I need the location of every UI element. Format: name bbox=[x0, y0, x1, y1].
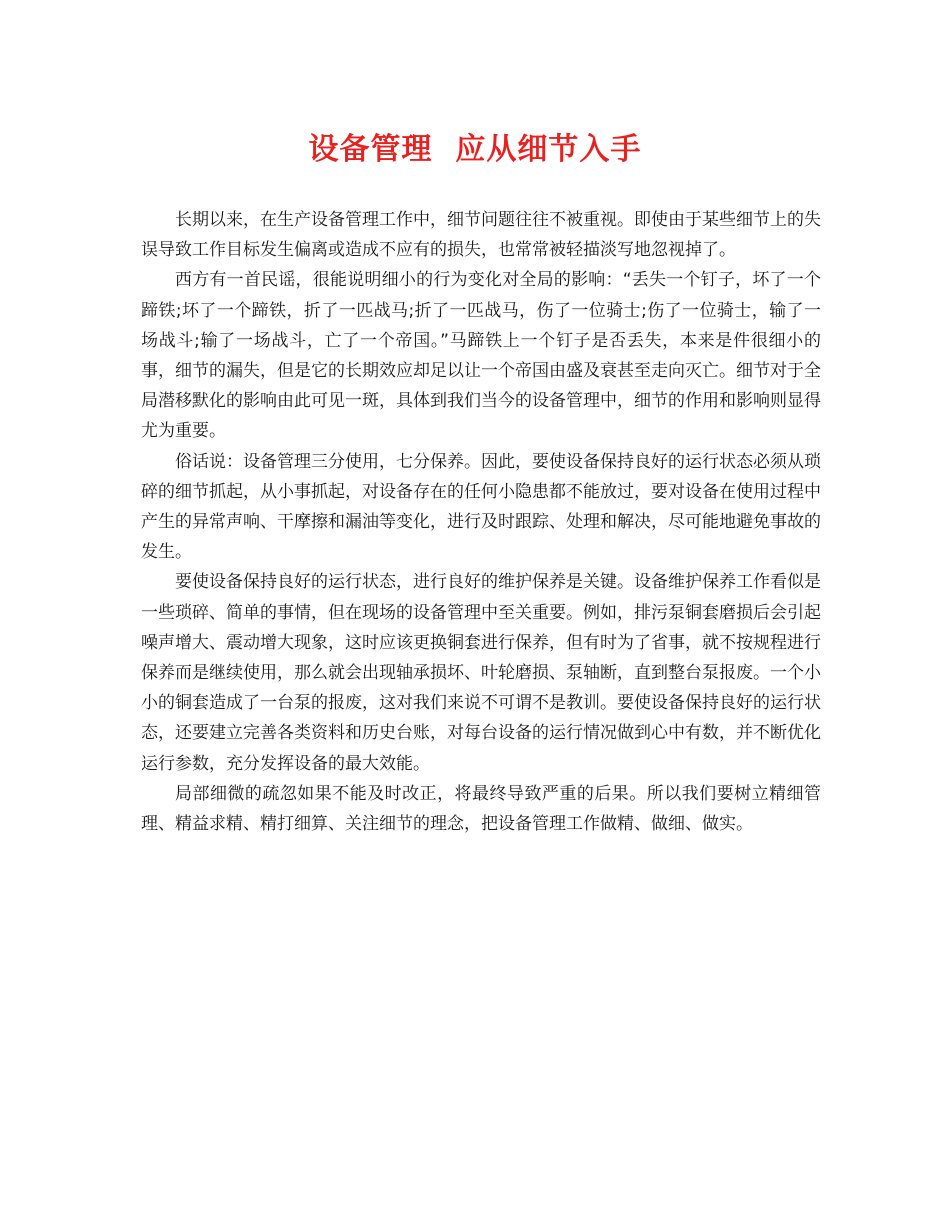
document-body bbox=[141, 205, 821, 839]
document-title: 设备管理 应从细节入手 bbox=[308, 132, 642, 167]
paragraph-2: 西方有一首民谣，很能说明细小的行为变化对全局的影响：“丢失一个钉子，坏了一个蹄铁;坏了一个蹄铁，折了一匹战马;折了一匹战马，伤了一位骑士;伤了一位骑士，输了一场战斗;输了一场战斗，亡了一个帝国。”马蹄铁上一个钉子是否丢失，本来是件很细小的事，细节的漏失，但是它的长期效应却足以让一个帝国由盛及衰甚至走向灭亡。细节对于全局潜移默化的影响由此可见一斑，具体到我们当今的设备管理中，细节的作用和影响则显得尤为重要。 bbox=[141, 270, 821, 442]
paragraph-5: 局部细微的疏忽如果不能及时改正，将最终导致严重的后果。所以我们要树立精细管理、精益求精、精打细算、关注细节的理念，把设备管理工作做精、做细、做实。 bbox=[141, 783, 821, 835]
paragraph-3: 俗话说：设备管理三分使用，七分保养。因此，要使设备保持良好的运行状态必须从琐碎的细节抓起，从小事抓起，对设备存在的任何小隐患都不能放过，要对设备在使用过程中产生的异常声响、干摩擦和漏油等变化，进行及时跟踪、处理和解决，尽可能地避免事故的发生。 bbox=[141, 451, 821, 563]
paragraph-4: 要使设备保持良好的运行状态，进行良好的维护保养是关键。设备维护保养工作看似是一些琐碎、简单的事情，但在现场的设备管理中至关重要。例如，排污泵铜套磨损后会引起噪声增大、震动增大现象，这时应该更换铜套进行保养，但有时为了省事，就不按规程进行保养而是继续使用，那么就会出现轴承损坏、叶轮磨损、泵轴断，直到整台泵报废。一个小小的铜套造成了一台泵的报废，这对我们来说不可谓不是教训。要使设备保持良好的运行状态，还要建立完善各类资料和历史台账，对每台设备的运行情况做到心中有数，并不断优化运行参数，充分发挥设备的最大效能。 bbox=[141, 572, 821, 774]
paragraph-1: 长期以来，在生产设备管理工作中，细节问题往往不被重视。即使由于某些细节上的失误导致工作目标发生偏离或造成不应有的损失，也常常被轻描淡写地忽视掉了。 bbox=[141, 210, 821, 261]
